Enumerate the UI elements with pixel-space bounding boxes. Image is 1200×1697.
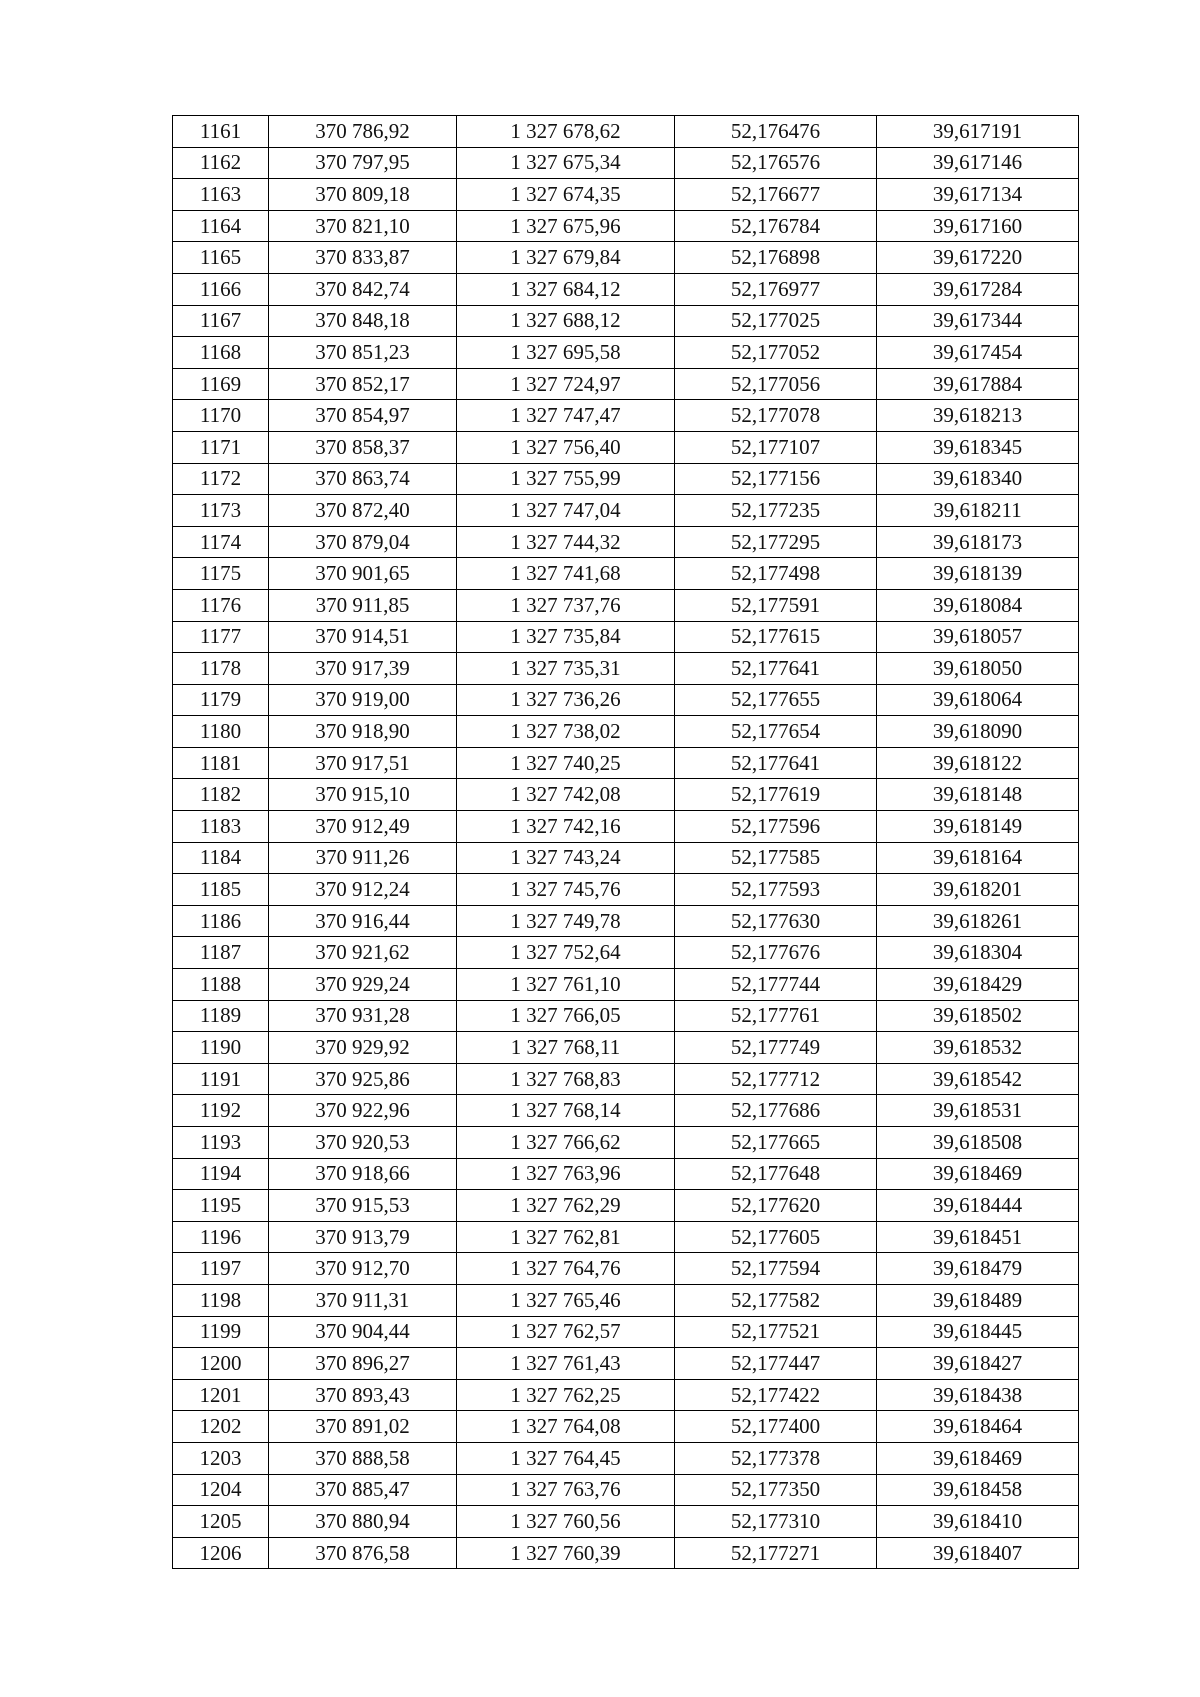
- table-row: [173, 1253, 1079, 1285]
- point-number-cell: 1195: [173, 1190, 269, 1222]
- point-number-cell: 1186: [173, 905, 269, 937]
- longitude-cell: 39,617344: [877, 305, 1079, 337]
- x-coordinate-cell: 370 879,04: [269, 526, 457, 558]
- x-coordinate-cell: 370 931,28: [269, 1000, 457, 1032]
- latitude-cell: 52,177052: [675, 337, 877, 369]
- point-number-cell: 1206: [173, 1537, 269, 1569]
- point-number-cell: 1168: [173, 337, 269, 369]
- point-number-cell: 1183: [173, 811, 269, 843]
- table-row: [173, 495, 1079, 527]
- latitude-cell: 52,177620: [675, 1190, 877, 1222]
- table-row: [173, 874, 1079, 906]
- point-number-cell: 1193: [173, 1127, 269, 1159]
- y-coordinate-cell: 1 327 742,16: [457, 811, 675, 843]
- y-coordinate-cell: 1 327 695,58: [457, 337, 675, 369]
- latitude-cell: 52,177447: [675, 1348, 877, 1380]
- x-coordinate-cell: 370 872,40: [269, 495, 457, 527]
- y-coordinate-cell: 1 327 764,08: [457, 1411, 675, 1443]
- longitude-cell: 39,618438: [877, 1379, 1079, 1411]
- y-coordinate-cell: 1 327 761,43: [457, 1348, 675, 1380]
- table-row: [173, 589, 1079, 621]
- latitude-cell: 52,176476: [675, 116, 877, 148]
- point-number-cell: 1173: [173, 495, 269, 527]
- point-number-cell: 1198: [173, 1284, 269, 1316]
- table-row: [173, 716, 1079, 748]
- y-coordinate-cell: 1 327 736,26: [457, 684, 675, 716]
- latitude-cell: 52,177655: [675, 684, 877, 716]
- table-row: [173, 526, 1079, 558]
- x-coordinate-cell: 370 821,10: [269, 210, 457, 242]
- x-coordinate-cell: 370 914,51: [269, 621, 457, 653]
- point-number-cell: 1204: [173, 1474, 269, 1506]
- latitude-cell: 52,177156: [675, 463, 877, 495]
- point-number-cell: 1175: [173, 558, 269, 590]
- y-coordinate-cell: 1 327 763,96: [457, 1158, 675, 1190]
- latitude-cell: 52,177630: [675, 905, 877, 937]
- table-row: [173, 905, 1079, 937]
- longitude-cell: 39,618340: [877, 463, 1079, 495]
- x-coordinate-cell: 370 901,65: [269, 558, 457, 590]
- x-coordinate-cell: 370 912,70: [269, 1253, 457, 1285]
- point-number-cell: 1171: [173, 431, 269, 463]
- x-coordinate-cell: 370 911,31: [269, 1284, 457, 1316]
- x-coordinate-cell: 370 915,53: [269, 1190, 457, 1222]
- table-row: [173, 969, 1079, 1001]
- table-row: [173, 1442, 1079, 1474]
- y-coordinate-cell: 1 327 675,96: [457, 210, 675, 242]
- longitude-cell: 39,618469: [877, 1158, 1079, 1190]
- x-coordinate-cell: 370 851,23: [269, 337, 457, 369]
- latitude-cell: 52,177521: [675, 1316, 877, 1348]
- point-number-cell: 1182: [173, 779, 269, 811]
- x-coordinate-cell: 370 912,24: [269, 874, 457, 906]
- longitude-cell: 39,618211: [877, 495, 1079, 527]
- x-coordinate-cell: 370 880,94: [269, 1506, 457, 1538]
- y-coordinate-cell: 1 327 745,76: [457, 874, 675, 906]
- x-coordinate-cell: 370 911,85: [269, 589, 457, 621]
- y-coordinate-cell: 1 327 679,84: [457, 242, 675, 274]
- longitude-cell: 39,618407: [877, 1537, 1079, 1569]
- table-row: [173, 1032, 1079, 1064]
- latitude-cell: 52,177591: [675, 589, 877, 621]
- longitude-cell: 39,618429: [877, 969, 1079, 1001]
- latitude-cell: 52,176677: [675, 179, 877, 211]
- table-row: [173, 1158, 1079, 1190]
- latitude-cell: 52,177686: [675, 1095, 877, 1127]
- y-coordinate-cell: 1 327 768,14: [457, 1095, 675, 1127]
- y-coordinate-cell: 1 327 684,12: [457, 273, 675, 305]
- latitude-cell: 52,177078: [675, 400, 877, 432]
- y-coordinate-cell: 1 327 738,02: [457, 716, 675, 748]
- latitude-cell: 52,177676: [675, 937, 877, 969]
- y-coordinate-cell: 1 327 768,11: [457, 1032, 675, 1064]
- latitude-cell: 52,177593: [675, 874, 877, 906]
- x-coordinate-cell: 370 904,44: [269, 1316, 457, 1348]
- table-row: [173, 1474, 1079, 1506]
- table-row: [173, 1063, 1079, 1095]
- longitude-cell: 39,618173: [877, 526, 1079, 558]
- x-coordinate-cell: 370 876,58: [269, 1537, 457, 1569]
- y-coordinate-cell: 1 327 762,25: [457, 1379, 675, 1411]
- latitude-cell: 52,177350: [675, 1474, 877, 1506]
- latitude-cell: 52,177641: [675, 747, 877, 779]
- longitude-cell: 39,618050: [877, 653, 1079, 685]
- point-number-cell: 1187: [173, 937, 269, 969]
- point-number-cell: 1199: [173, 1316, 269, 1348]
- x-coordinate-cell: 370 918,66: [269, 1158, 457, 1190]
- x-coordinate-cell: 370 916,44: [269, 905, 457, 937]
- latitude-cell: 52,176898: [675, 242, 877, 274]
- y-coordinate-cell: 1 327 740,25: [457, 747, 675, 779]
- table-row: [173, 147, 1079, 179]
- point-number-cell: 1201: [173, 1379, 269, 1411]
- table-row: [173, 463, 1079, 495]
- x-coordinate-cell: 370 863,74: [269, 463, 457, 495]
- point-number-cell: 1196: [173, 1221, 269, 1253]
- x-coordinate-cell: 370 786,92: [269, 116, 457, 148]
- x-coordinate-cell: 370 848,18: [269, 305, 457, 337]
- x-coordinate-cell: 370 833,87: [269, 242, 457, 274]
- table-row: [173, 1000, 1079, 1032]
- latitude-cell: 52,177744: [675, 969, 877, 1001]
- table-row: [173, 1316, 1079, 1348]
- latitude-cell: 52,177378: [675, 1442, 877, 1474]
- y-coordinate-cell: 1 327 768,83: [457, 1063, 675, 1095]
- y-coordinate-cell: 1 327 765,46: [457, 1284, 675, 1316]
- y-coordinate-cell: 1 327 766,05: [457, 1000, 675, 1032]
- longitude-cell: 39,618345: [877, 431, 1079, 463]
- x-coordinate-cell: 370 917,39: [269, 653, 457, 685]
- latitude-cell: 52,177400: [675, 1411, 877, 1443]
- y-coordinate-cell: 1 327 756,40: [457, 431, 675, 463]
- latitude-cell: 52,177594: [675, 1253, 877, 1285]
- table-row: [173, 400, 1079, 432]
- longitude-cell: 39,618489: [877, 1284, 1079, 1316]
- point-number-cell: 1194: [173, 1158, 269, 1190]
- latitude-cell: 52,177761: [675, 1000, 877, 1032]
- y-coordinate-cell: 1 327 743,24: [457, 842, 675, 874]
- x-coordinate-cell: 370 925,86: [269, 1063, 457, 1095]
- latitude-cell: 52,177585: [675, 842, 877, 874]
- point-number-cell: 1180: [173, 716, 269, 748]
- longitude-cell: 39,618122: [877, 747, 1079, 779]
- longitude-cell: 39,617884: [877, 368, 1079, 400]
- point-number-cell: 1190: [173, 1032, 269, 1064]
- table-row: [173, 842, 1079, 874]
- latitude-cell: 52,176784: [675, 210, 877, 242]
- latitude-cell: 52,177295: [675, 526, 877, 558]
- point-number-cell: 1188: [173, 969, 269, 1001]
- table-row: [173, 337, 1079, 369]
- point-number-cell: 1200: [173, 1348, 269, 1380]
- latitude-cell: 52,177422: [675, 1379, 877, 1411]
- x-coordinate-cell: 370 921,62: [269, 937, 457, 969]
- longitude-cell: 39,618451: [877, 1221, 1079, 1253]
- latitude-cell: 52,177641: [675, 653, 877, 685]
- table-row: [173, 1190, 1079, 1222]
- y-coordinate-cell: 1 327 752,64: [457, 937, 675, 969]
- table-row: [173, 242, 1079, 274]
- y-coordinate-cell: 1 327 735,31: [457, 653, 675, 685]
- y-coordinate-cell: 1 327 747,04: [457, 495, 675, 527]
- longitude-cell: 39,618502: [877, 1000, 1079, 1032]
- x-coordinate-cell: 370 854,97: [269, 400, 457, 432]
- point-number-cell: 1203: [173, 1442, 269, 1474]
- point-number-cell: 1192: [173, 1095, 269, 1127]
- latitude-cell: 52,176576: [675, 147, 877, 179]
- y-coordinate-cell: 1 327 762,57: [457, 1316, 675, 1348]
- y-coordinate-cell: 1 327 735,84: [457, 621, 675, 653]
- longitude-cell: 39,618469: [877, 1442, 1079, 1474]
- table-row: [173, 116, 1079, 148]
- latitude-cell: 52,177654: [675, 716, 877, 748]
- longitude-cell: 39,618531: [877, 1095, 1079, 1127]
- table-row: [173, 210, 1079, 242]
- longitude-cell: 39,618445: [877, 1316, 1079, 1348]
- longitude-cell: 39,618261: [877, 905, 1079, 937]
- latitude-cell: 52,177596: [675, 811, 877, 843]
- longitude-cell: 39,617191: [877, 116, 1079, 148]
- latitude-cell: 52,177605: [675, 1221, 877, 1253]
- longitude-cell: 39,618464: [877, 1411, 1079, 1443]
- x-coordinate-cell: 370 893,43: [269, 1379, 457, 1411]
- table-row: [173, 368, 1079, 400]
- latitude-cell: 52,177712: [675, 1063, 877, 1095]
- table-row: [173, 431, 1079, 463]
- x-coordinate-cell: 370 929,92: [269, 1032, 457, 1064]
- x-coordinate-cell: 370 922,96: [269, 1095, 457, 1127]
- y-coordinate-cell: 1 327 742,08: [457, 779, 675, 811]
- longitude-cell: 39,617220: [877, 242, 1079, 274]
- longitude-cell: 39,617146: [877, 147, 1079, 179]
- y-coordinate-cell: 1 327 749,78: [457, 905, 675, 937]
- longitude-cell: 39,617134: [877, 179, 1079, 211]
- longitude-cell: 39,617160: [877, 210, 1079, 242]
- x-coordinate-cell: 370 896,27: [269, 1348, 457, 1380]
- longitude-cell: 39,618084: [877, 589, 1079, 621]
- table-row: [173, 621, 1079, 653]
- y-coordinate-cell: 1 327 760,56: [457, 1506, 675, 1538]
- y-coordinate-cell: 1 327 741,68: [457, 558, 675, 590]
- point-number-cell: 1165: [173, 242, 269, 274]
- longitude-cell: 39,618444: [877, 1190, 1079, 1222]
- longitude-cell: 39,618149: [877, 811, 1079, 843]
- x-coordinate-cell: 370 915,10: [269, 779, 457, 811]
- longitude-cell: 39,618458: [877, 1474, 1079, 1506]
- y-coordinate-cell: 1 327 675,34: [457, 147, 675, 179]
- latitude-cell: 52,177056: [675, 368, 877, 400]
- latitude-cell: 52,176977: [675, 273, 877, 305]
- y-coordinate-cell: 1 327 737,76: [457, 589, 675, 621]
- y-coordinate-cell: 1 327 744,32: [457, 526, 675, 558]
- y-coordinate-cell: 1 327 766,62: [457, 1127, 675, 1159]
- point-number-cell: 1167: [173, 305, 269, 337]
- x-coordinate-cell: 370 858,37: [269, 431, 457, 463]
- table-row: [173, 305, 1079, 337]
- x-coordinate-cell: 370 891,02: [269, 1411, 457, 1443]
- x-coordinate-cell: 370 929,24: [269, 969, 457, 1001]
- point-number-cell: 1191: [173, 1063, 269, 1095]
- longitude-cell: 39,618427: [877, 1348, 1079, 1380]
- x-coordinate-cell: 370 913,79: [269, 1221, 457, 1253]
- table-row: [173, 1284, 1079, 1316]
- latitude-cell: 52,177310: [675, 1506, 877, 1538]
- point-number-cell: 1179: [173, 684, 269, 716]
- table-row: [173, 179, 1079, 211]
- latitude-cell: 52,177615: [675, 621, 877, 653]
- table-row: [173, 1506, 1079, 1538]
- y-coordinate-cell: 1 327 678,62: [457, 116, 675, 148]
- table-row: [173, 558, 1079, 590]
- x-coordinate-cell: 370 885,47: [269, 1474, 457, 1506]
- longitude-cell: 39,618201: [877, 874, 1079, 906]
- longitude-cell: 39,618508: [877, 1127, 1079, 1159]
- point-number-cell: 1172: [173, 463, 269, 495]
- point-number-cell: 1169: [173, 368, 269, 400]
- longitude-cell: 39,618090: [877, 716, 1079, 748]
- longitude-cell: 39,618057: [877, 621, 1079, 653]
- longitude-cell: 39,618064: [877, 684, 1079, 716]
- longitude-cell: 39,618304: [877, 937, 1079, 969]
- coordinates-table: [172, 115, 1079, 1569]
- point-number-cell: 1181: [173, 747, 269, 779]
- longitude-cell: 39,618532: [877, 1032, 1079, 1064]
- table-row: [173, 1411, 1079, 1443]
- x-coordinate-cell: 370 842,74: [269, 273, 457, 305]
- x-coordinate-cell: 370 917,51: [269, 747, 457, 779]
- y-coordinate-cell: 1 327 764,76: [457, 1253, 675, 1285]
- longitude-cell: 39,618542: [877, 1063, 1079, 1095]
- y-coordinate-cell: 1 327 763,76: [457, 1474, 675, 1506]
- x-coordinate-cell: 370 852,17: [269, 368, 457, 400]
- point-number-cell: 1178: [173, 653, 269, 685]
- latitude-cell: 52,177665: [675, 1127, 877, 1159]
- x-coordinate-cell: 370 912,49: [269, 811, 457, 843]
- y-coordinate-cell: 1 327 761,10: [457, 969, 675, 1001]
- latitude-cell: 52,177582: [675, 1284, 877, 1316]
- y-coordinate-cell: 1 327 760,39: [457, 1537, 675, 1569]
- y-coordinate-cell: 1 327 688,12: [457, 305, 675, 337]
- y-coordinate-cell: 1 327 755,99: [457, 463, 675, 495]
- y-coordinate-cell: 1 327 747,47: [457, 400, 675, 432]
- table-row: [173, 937, 1079, 969]
- point-number-cell: 1176: [173, 589, 269, 621]
- x-coordinate-cell: 370 918,90: [269, 716, 457, 748]
- x-coordinate-cell: 370 911,26: [269, 842, 457, 874]
- latitude-cell: 52,177619: [675, 779, 877, 811]
- y-coordinate-cell: 1 327 674,35: [457, 179, 675, 211]
- longitude-cell: 39,618213: [877, 400, 1079, 432]
- point-number-cell: 1166: [173, 273, 269, 305]
- latitude-cell: 52,177235: [675, 495, 877, 527]
- x-coordinate-cell: 370 888,58: [269, 1442, 457, 1474]
- table-row: [173, 1348, 1079, 1380]
- latitude-cell: 52,177498: [675, 558, 877, 590]
- latitude-cell: 52,177025: [675, 305, 877, 337]
- latitude-cell: 52,177271: [675, 1537, 877, 1569]
- table-row: [173, 779, 1079, 811]
- table-row: [173, 1221, 1079, 1253]
- x-coordinate-cell: 370 797,95: [269, 147, 457, 179]
- point-number-cell: 1177: [173, 621, 269, 653]
- point-number-cell: 1163: [173, 179, 269, 211]
- table-row: [173, 273, 1079, 305]
- table-row: [173, 684, 1079, 716]
- point-number-cell: 1185: [173, 874, 269, 906]
- point-number-cell: 1202: [173, 1411, 269, 1443]
- table-row: [173, 747, 1079, 779]
- table-row: [173, 811, 1079, 843]
- point-number-cell: 1197: [173, 1253, 269, 1285]
- point-number-cell: 1164: [173, 210, 269, 242]
- longitude-cell: 39,618410: [877, 1506, 1079, 1538]
- y-coordinate-cell: 1 327 724,97: [457, 368, 675, 400]
- point-number-cell: 1162: [173, 147, 269, 179]
- table-row: [173, 653, 1079, 685]
- longitude-cell: 39,618148: [877, 779, 1079, 811]
- point-number-cell: 1189: [173, 1000, 269, 1032]
- x-coordinate-cell: 370 809,18: [269, 179, 457, 211]
- latitude-cell: 52,177749: [675, 1032, 877, 1064]
- y-coordinate-cell: 1 327 762,81: [457, 1221, 675, 1253]
- table-row: [173, 1127, 1079, 1159]
- point-number-cell: 1184: [173, 842, 269, 874]
- longitude-cell: 39,617454: [877, 337, 1079, 369]
- point-number-cell: 1174: [173, 526, 269, 558]
- table-row: [173, 1095, 1079, 1127]
- longitude-cell: 39,618164: [877, 842, 1079, 874]
- coordinates-table-body: [173, 116, 1079, 1569]
- point-number-cell: 1170: [173, 400, 269, 432]
- latitude-cell: 52,177107: [675, 431, 877, 463]
- y-coordinate-cell: 1 327 764,45: [457, 1442, 675, 1474]
- longitude-cell: 39,618139: [877, 558, 1079, 590]
- point-number-cell: 1205: [173, 1506, 269, 1538]
- point-number-cell: 1161: [173, 116, 269, 148]
- table-row: [173, 1379, 1079, 1411]
- longitude-cell: 39,617284: [877, 273, 1079, 305]
- table-row: [173, 1537, 1079, 1569]
- x-coordinate-cell: 370 919,00: [269, 684, 457, 716]
- x-coordinate-cell: 370 920,53: [269, 1127, 457, 1159]
- latitude-cell: 52,177648: [675, 1158, 877, 1190]
- longitude-cell: 39,618479: [877, 1253, 1079, 1285]
- y-coordinate-cell: 1 327 762,29: [457, 1190, 675, 1222]
